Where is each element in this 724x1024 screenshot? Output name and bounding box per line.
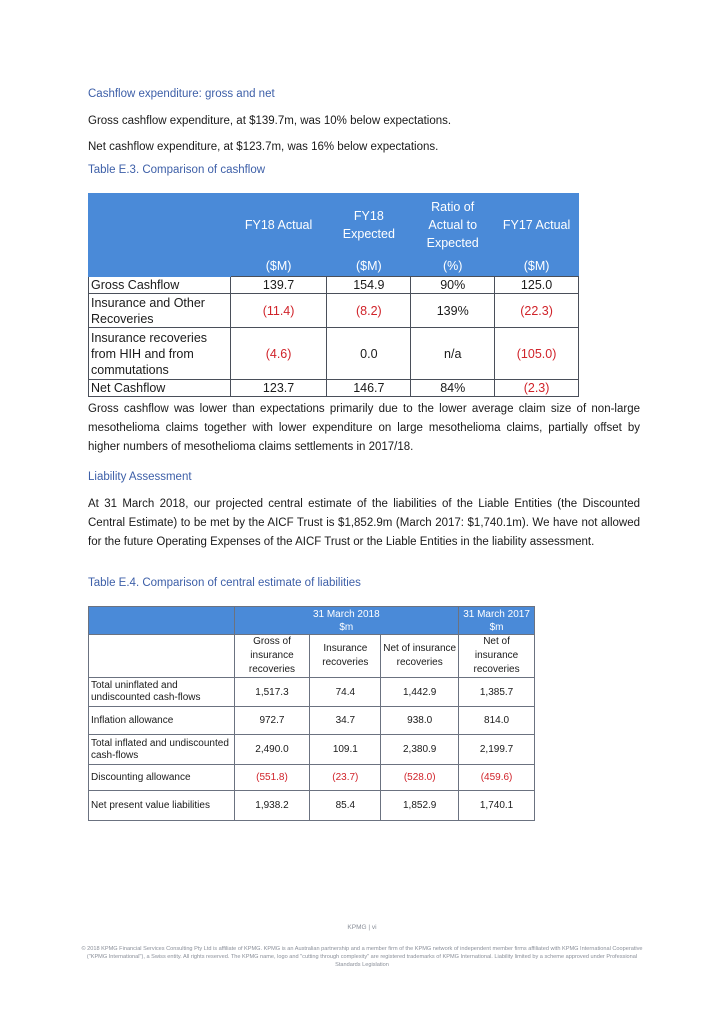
paragraph-net-cashflow: Net cashflow expenditure, at $123.7m, was 16% below expectations. [88,141,439,153]
table-row [89,380,579,397]
cell-value: (22.3) [495,294,579,328]
row-label: Net present value liabilities [89,791,235,821]
cell-value: (11.4) [230,294,327,328]
table-row [89,328,579,380]
header-blank-cell [89,635,235,678]
cashflow-comparison-table [88,193,579,397]
liabilities-comparison-table [88,606,535,821]
cell-value: 1,517.3 [234,678,310,707]
row-label: Gross Cashflow [89,277,231,294]
subheader-cell: Insurance recoveries [310,635,381,678]
footer-legal-text: © 2018 KPMG Financial Services Consulting Pty Ltd is affiliate of KPMG. KPMG is an Australian partnership and a member firm of the KPMG network of independent member firms affiliated with KPMG International Cooperative ("KPMG International"), a Swiss entity. All rights reserved. The KPMG name, logo and "cutting through complexity" are registered trademarks of KPMG International. Liability limited by a scheme approved under Professional Standards Legislation [81,946,643,968]
header-ratio: Ratio of Actual to Expected [411,194,495,256]
cell-value: (4.6) [230,328,327,380]
table-row [89,277,579,294]
cell-value: 814.0 [459,707,535,735]
row-label: Total uninflated and undiscounted cash-flows [89,678,235,707]
cell-value: 139.7 [230,277,327,294]
cell-value: 154.9 [327,277,411,294]
table-caption-e3: Table E.3. Comparison of cashflow [88,164,266,176]
header-unit: $m [339,621,354,633]
cell-value: 109.1 [310,735,381,765]
table-row [89,707,535,735]
unit-cell: ($M) [230,256,327,277]
subheader-cell: Gross of insurance recoveries [234,635,310,678]
table-row [89,735,535,765]
table-row [89,294,579,328]
cell-value: 0.0 [327,328,411,380]
subheader-cell: Net of insurance recoveries [381,635,459,678]
footer-brand: KPMG | vi [347,924,377,931]
paragraph-liability-assessment: At 31 March 2018, our projected central estimate of the liabilities of the Liable Entities (the Discounted Central Estimate) to be met by the AICF Trust is $1,852.9m (March 2017: $1,740.1m). We have not allowed for the future Operating Expenses of the AICF Trust or the Liable Entities in the liability assessment. [88,498,640,548]
paragraph-cashflow-explanation: Gross cashflow was lower than expectations primarily due to the lower average claim size of non-large mesothelioma claims together with lower expenditure on large mesothelioma claims, partially offset by higher numbers of mesothelioma claims settlements in 2017/18. [88,403,640,453]
header-group-2017 [459,607,535,635]
cell-value: (8.2) [327,294,411,328]
cell-value: 1,938.2 [234,791,310,821]
cell-value: 84% [411,380,495,397]
cell-value: 34.7 [310,707,381,735]
cell-value: 90% [411,277,495,294]
row-label: Discounting allowance [89,765,235,791]
header-fy17-actual: FY17 Actual [495,194,579,256]
cell-value: 85.4 [310,791,381,821]
header-date: 31 March 2017 [463,608,530,620]
table-caption-e4: Table E.4. Comparison of central estimate of liabilities [88,577,361,589]
unit-cell: ($M) [327,256,411,277]
table-row [89,791,535,821]
cell-value: 139% [411,294,495,328]
paragraph-gross-cashflow: Gross cashflow expenditure, at $139.7m, was 10% below expectations. [88,115,452,127]
table-group-header-row [89,607,535,635]
cell-value: 125.0 [495,277,579,294]
cell-value: (528.0) [381,765,459,791]
subheader-cell: Net of insurance recoveries [459,635,535,678]
section-heading-liability: Liability Assessment [88,471,192,483]
header-blank-cell [89,607,235,635]
unit-cell: ($M) [495,256,579,277]
row-label: Insurance and Other Recoveries [89,294,231,328]
cell-value: (459.6) [459,765,535,791]
cell-value: 1,385.7 [459,678,535,707]
cell-value: 1,442.9 [381,678,459,707]
unit-cell: (%) [411,256,495,277]
row-label: Insurance recoveries from HIH and from commutations [89,328,231,380]
cell-value: n/a [411,328,495,380]
table-subheader-row [89,635,535,678]
cell-value: 1,852.9 [381,791,459,821]
table-row [89,765,535,791]
cell-value: (2.3) [495,380,579,397]
table-row [89,678,535,707]
section-heading-cashflow: Cashflow expenditure: gross and net [88,88,275,100]
header-blank-cell [89,194,231,277]
header-unit: $m [489,621,504,633]
cell-value: 2,490.0 [234,735,310,765]
cell-value: 972.7 [234,707,310,735]
cell-value: 146.7 [327,380,411,397]
row-label: Net Cashflow [89,380,231,397]
table-header-row [89,194,579,256]
cell-value: 2,380.9 [381,735,459,765]
cell-value: (551.8) [234,765,310,791]
cell-value: 1,740.1 [459,791,535,821]
header-fy18-actual: FY18 Actual [230,194,327,256]
header-date: 31 March 2018 [312,608,380,620]
cell-value: 938.0 [381,707,459,735]
cell-value: 123.7 [230,380,327,397]
row-label: Inflation allowance [89,707,235,735]
row-label: Total inflated and undiscounted cash-flows [89,735,235,765]
cell-value: (23.7) [310,765,381,791]
header-group-2018 [234,607,459,635]
header-fy18-expected: FY18 Expected [327,194,411,256]
cell-value: 74.4 [310,678,381,707]
cell-value: (105.0) [495,328,579,380]
cell-value: 2,199.7 [459,735,535,765]
